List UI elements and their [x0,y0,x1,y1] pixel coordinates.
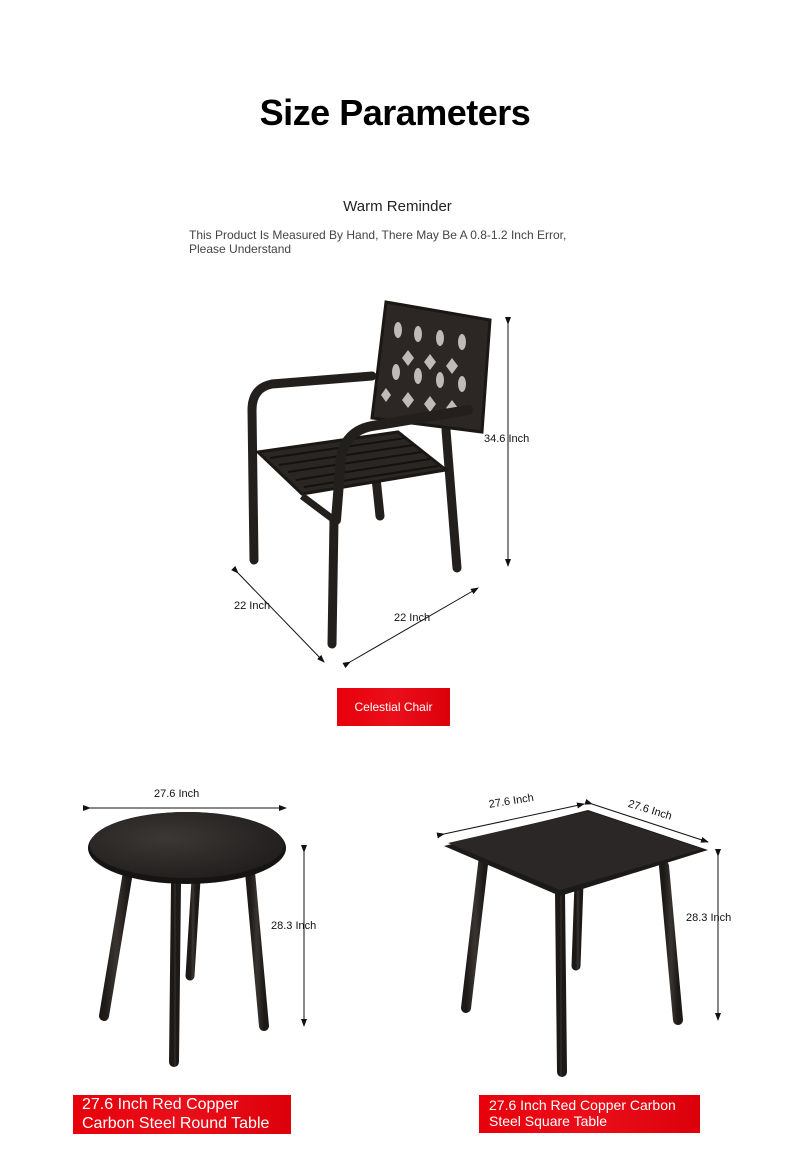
square-length-label: 27.6 Inch [488,791,535,811]
reminder-heading: Warm Reminder [343,198,452,215]
page-title: Size Parameters [259,92,531,133]
chair-height-label: 34.6 Inch [484,433,530,445]
square-width-label: 27.6 Inch [626,798,674,823]
chair-image [252,302,490,644]
round-height-label: 28.3 Inch [271,920,317,932]
square-height-label: 28.3 Inch [686,912,732,924]
chair-width-label: 22 Inch [394,612,431,624]
round-table-image [88,812,286,1062]
square-table-image [444,810,708,1072]
reminder-text: This Product Is Measured By Hand, There May Be A 0.8-1.2 Inch Error, Please Understand [189,228,567,256]
square-table-name-label: 27.6 Inch Red Copper Carbon Steel Square Table [479,1095,700,1133]
chair-width-line [350,588,478,662]
chair-name-label: Celestial Chair [337,688,450,726]
round-diameter-label: 27.6 Inch [154,788,200,800]
round-table-name-label: 27.6 Inch Red Copper Carbon Steel Round Table [73,1095,291,1134]
chair-depth-label: 22 Inch [234,600,271,612]
chair-depth-line [238,573,324,662]
